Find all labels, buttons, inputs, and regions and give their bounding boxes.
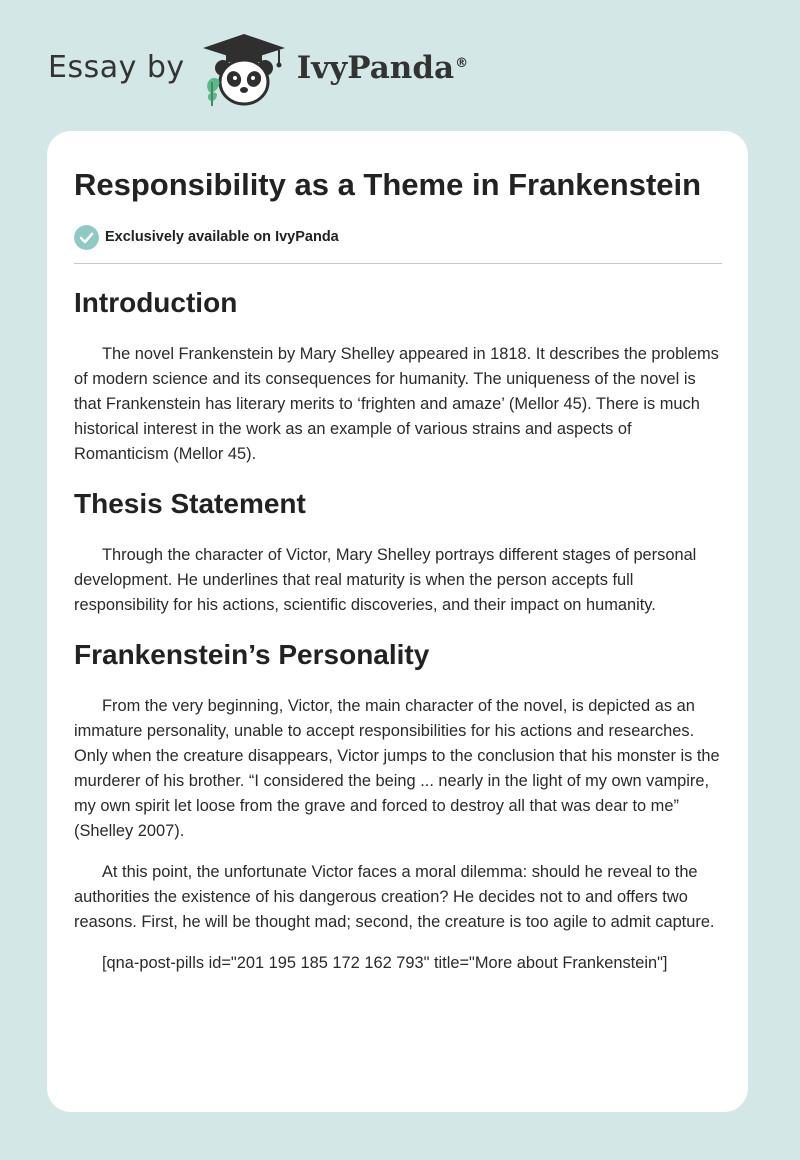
brand-name: IvyPanda® [296, 50, 469, 86]
section-heading: Introduction [74, 287, 238, 318]
brand-prefix: Essay by [48, 49, 185, 85]
shortcode-text: [qna-post-pills id="201 195 185 172 162 793" title="More about Frankenstein"] [102, 954, 668, 972]
section-heading: Thesis Statement [74, 488, 306, 519]
essay-card [47, 131, 748, 1112]
section-heading: Frankenstein’s Personality [74, 639, 430, 670]
paragraph: The novel Frankenstein by Mary Shelley appeared in 1818. It describes the problems of modern science and its consequences for humanity. The uniqueness of the novel is that Frankenstein has literary merits to ‘frighten and amaze’ (Mellor 45). There is much historical interest in the work as an example of various strains and aspects of Romanticism (Mellor 45). [74, 345, 719, 463]
paragraph: Through the character of Victor, Mary Shelley portrays different stages of personal development. He underlines that real maturity is when the person accepts full responsibility for his actions, scientific discoveries, and their impact on humanity. [74, 546, 697, 614]
exclusive-badge-label: Exclusively available on IvyPanda [105, 229, 339, 245]
registered-mark: ® [455, 55, 469, 71]
paragraph: At this point, the unfortunate Victor faces a moral dilemma: should he reveal to the authorities the existence of his dangerous creation? He decides not to and offers two reasons. First, he will be thought mad; second, the creature is too agile to admit capture. [74, 863, 715, 931]
panda-graduate-icon [199, 30, 289, 110]
essay-title: Responsibility as a Theme in Frankenstein [74, 167, 702, 202]
title-divider [74, 263, 722, 264]
section-thesis-statement [74, 487, 722, 618]
site-header [48, 30, 468, 110]
check-circle-icon [74, 225, 99, 250]
paragraph: From the very beginning, Victor, the main character of the novel, is depicted as an immature personality, unable to accept responsibilities for his actions and researches. Only when the creature disappears, Victor jumps to the conclusion that his monster is the murderer of his brother. “I considered the being ... nearly in the light of my own vampire, my own spirit let loose from the grave and forced to destroy all that was dear to me” (Shelley 2007). [74, 697, 720, 840]
essay-content [74, 164, 722, 976]
section-introduction [74, 286, 722, 467]
section-frankenstein-personality [74, 638, 722, 976]
exclusive-badge [74, 223, 722, 251]
